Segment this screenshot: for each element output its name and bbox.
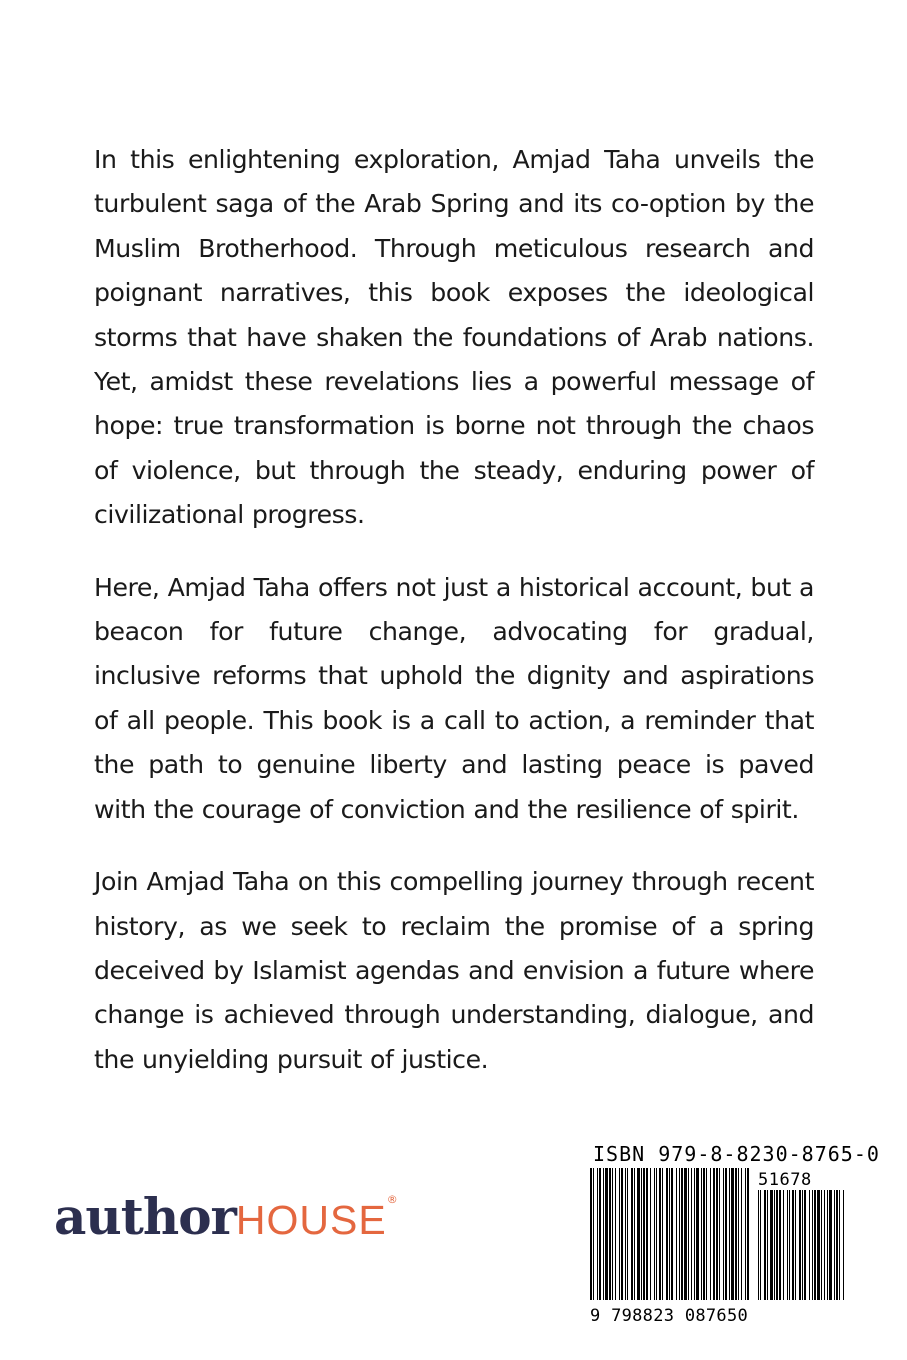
- barcode-digits: 9 798823 087650: [590, 1306, 749, 1326]
- barcode-bar: [725, 1168, 727, 1300]
- logo-author-text: author: [54, 1187, 236, 1246]
- barcode-bar: [731, 1168, 734, 1300]
- addon-bar: [795, 1190, 796, 1300]
- addon-bar: [821, 1190, 822, 1300]
- addon-bar: [764, 1190, 766, 1300]
- addon-bar: [774, 1190, 775, 1300]
- barcode-bar: [723, 1168, 724, 1300]
- barcode-addon-code: 51678: [758, 1170, 812, 1190]
- barcode-bar: [634, 1168, 635, 1300]
- barcode-bar: [694, 1168, 695, 1300]
- barcode-bar: [599, 1168, 601, 1300]
- barcode-bar: [631, 1168, 633, 1300]
- barcode-bar: [671, 1168, 673, 1300]
- barcode-bar: [612, 1168, 613, 1300]
- barcode-bar: [621, 1168, 623, 1300]
- addon-bar: [814, 1190, 816, 1300]
- addon-bar: [829, 1190, 832, 1300]
- addon-bar: [779, 1190, 781, 1300]
- barcode-bar: [659, 1168, 661, 1300]
- barcode-bar: [619, 1168, 620, 1300]
- barcode-bar: [706, 1168, 707, 1300]
- barcode-bar: [603, 1168, 604, 1300]
- addon-bar: [783, 1190, 784, 1300]
- addon-bar: [817, 1190, 820, 1300]
- addon-bar: [792, 1190, 794, 1300]
- barcode-bar: [597, 1168, 598, 1300]
- barcode-bar: [703, 1168, 705, 1300]
- addon-bar: [812, 1190, 813, 1300]
- blurb-paragraph-2: Here, Amjad Taha offers not just a historical account, but a beacon for future change, advocating for gradual, inclusive reforms that uphold the dignity and aspirations of all people. This book is a call to action, a reminder that the path to genuine liberty and lasting peace is paved with the courage of conviction and the resilience of spirit.: [94, 572, 814, 824]
- addon-bar: [799, 1190, 801, 1300]
- barcode-bar: [735, 1168, 737, 1300]
- addon-bar: [827, 1190, 828, 1300]
- publisher-logo: [54, 1187, 398, 1246]
- barcode-bar: [729, 1168, 730, 1300]
- barcode-bar: [590, 1168, 592, 1300]
- addon-bar: [776, 1190, 778, 1300]
- barcode-bar: [679, 1168, 680, 1300]
- barcode-bar: [696, 1168, 699, 1300]
- addon-bar: [802, 1190, 803, 1300]
- barcode-bar: [654, 1168, 655, 1300]
- addon-bar: [836, 1190, 838, 1300]
- barcode-bar: [625, 1168, 626, 1300]
- barcode-bar: [713, 1168, 715, 1300]
- blurb-paragraph-3: Join Amjad Taha on this compelling journey through recent history, as we seek to reclaim the promise of a spring deceived by Islamist agendas and envision a future where change is achieved through understanding, dialogue, and the unyielding pursuit of justice.: [94, 867, 814, 1074]
- barcode-bar: [738, 1168, 739, 1300]
- registered-mark: ®: [386, 1193, 398, 1206]
- barcode-bar: [669, 1168, 670, 1300]
- barcode-bar: [593, 1168, 594, 1300]
- addon-bar: [804, 1190, 806, 1300]
- barcode-bar: [691, 1168, 692, 1300]
- back-cover-blurb: [94, 138, 814, 1110]
- addon-bar: [834, 1190, 835, 1300]
- addon-bar: [824, 1190, 825, 1300]
- barcode-bar: [710, 1168, 711, 1300]
- barcode-bar: [662, 1168, 663, 1300]
- addon-bar: [787, 1190, 788, 1300]
- addon-bar: [767, 1190, 768, 1300]
- addon-bar: [809, 1190, 810, 1300]
- barcode-bar: [716, 1168, 718, 1300]
- barcode-bar: [615, 1168, 616, 1300]
- addon-bar: [758, 1190, 759, 1300]
- barcode-bar: [719, 1168, 720, 1300]
- barcode-bar: [643, 1168, 645, 1300]
- barcode-bar: [745, 1168, 746, 1300]
- addon-bar: [789, 1190, 790, 1300]
- barcode-bar: [637, 1168, 640, 1300]
- logo-house-text: HOUSE: [235, 1197, 387, 1243]
- addon-bar: [770, 1190, 773, 1300]
- barcode-bar: [605, 1168, 608, 1300]
- barcode-bar: [676, 1168, 677, 1300]
- isbn-label: ISBN 979-8-8230-8765-0: [593, 1142, 880, 1166]
- barcode-bar: [684, 1168, 687, 1300]
- barcode-bar: [650, 1168, 651, 1300]
- barcode-bar: [609, 1168, 611, 1300]
- barcode-bar: [688, 1168, 689, 1300]
- barcode-bar: [656, 1168, 657, 1300]
- addon-bar: [843, 1190, 844, 1300]
- barcode-bar: [641, 1168, 642, 1300]
- barcode-bar: [627, 1168, 628, 1300]
- addon-bar: [839, 1190, 840, 1300]
- barcode-bar: [747, 1168, 749, 1300]
- addon-bar: [760, 1190, 761, 1300]
- barcode-bar: [666, 1168, 668, 1300]
- barcode-bar: [741, 1168, 742, 1300]
- barcode-bar: [681, 1168, 683, 1300]
- blurb-paragraph-1: In this enlightening exploration, Amjad Taha unveils the turbulent saga of the Arab Spring and its co-option by the Muslim Brotherhood. Through meticulous research and poignant narratives, this book exposes the ideological storms that have shaken the foundations of Arab nations. Yet, amidst these revelations lies a powerful message of hope: true transformation is borne not through the chaos of violence, but through the steady, enduring power of civilizational progress.: [94, 145, 814, 530]
- barcode-bar: [701, 1168, 702, 1300]
- barcode-bar: [646, 1168, 648, 1300]
